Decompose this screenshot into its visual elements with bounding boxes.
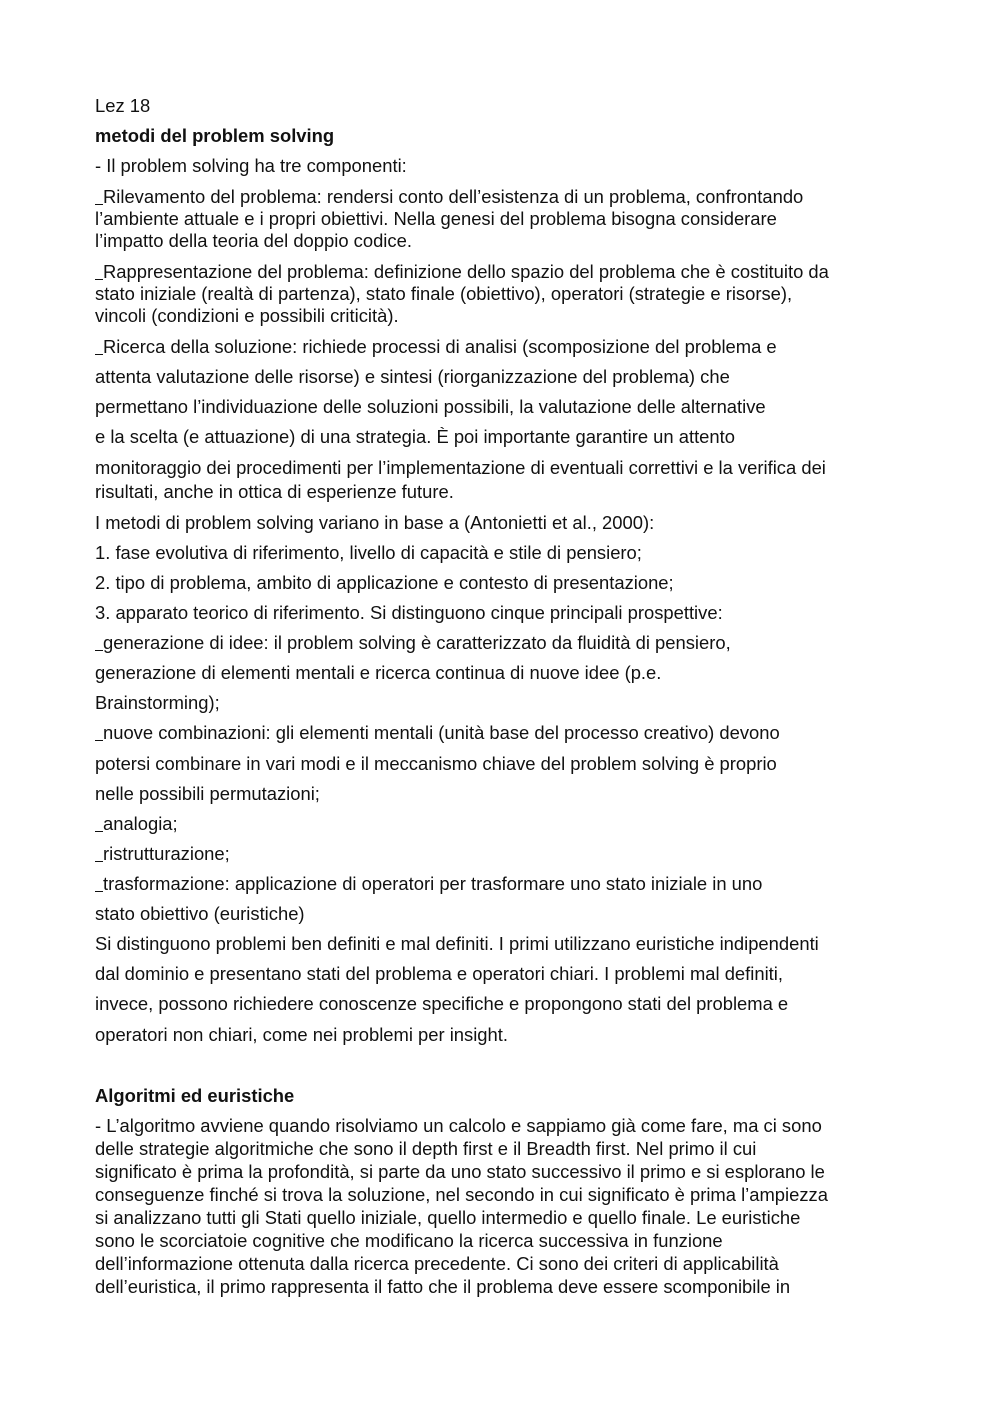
component-item: Rappresentazione del problema: definizione dello spazio del problema che è costituito da (95, 261, 829, 283)
numbered-item: 1. fase evolutiva di riferimento, livello di capacità e stile di pensiero; (95, 542, 642, 563)
perspective-item-line: potersi combinare in vari modi e il meccanismo chiave del problem solving è proprio (95, 753, 777, 774)
perspective-item-line: nelle possibili permutazioni; (95, 783, 320, 804)
component-item-line: stato iniziale (realtà di partenza), stato finale (obiettivo), operatori (strategie e risorse), (95, 283, 793, 304)
dash-bullet-icon (95, 891, 103, 893)
component-item: Ricerca della soluzione: richiede processi di analisi (scomposizione del problema e (95, 336, 777, 358)
numbered-item: 3. apparato teorico di riferimento. Si distinguono cinque principali prospettive: (95, 602, 723, 623)
paragraph-line: Si distinguono problemi ben definiti e mal definiti. I primi utilizzano euristiche indipendenti (95, 933, 819, 954)
component-item-line: l’ambiente attuale e i propri obiettivi. Nella genesi del problema bisogna considerare (95, 208, 777, 229)
component-item-line: l’impatto della teoria del doppio codice. (95, 230, 412, 251)
numbered-item: 2. tipo di problema, ambito di applicazione e contesto di presentazione; (95, 572, 674, 593)
component-item-line: risultati, anche in ottica di esperienze future. (95, 481, 454, 502)
component-item: Rilevamento del problema: rendersi conto dell’esistenza di un problema, confrontando (95, 186, 803, 208)
methods-intro: I metodi di problem solving variano in base a (Antonietti et al., 2000): (95, 512, 655, 533)
component-item-line: vincoli (condizioni e possibili criticità). (95, 305, 399, 326)
component-item-line: monitoraggio dei procedimenti per l’implementazione di eventuali correttivi e la verifica dei (95, 457, 826, 478)
component-item-line: permettano l’individuazione delle soluzioni possibili, la valutazione delle alternative (95, 396, 766, 417)
paragraph-line: sono le scorciatoie cognitive che modificano la ricerca successiva in funzione (95, 1230, 723, 1251)
dash-bullet-icon (95, 831, 103, 833)
dash-bullet-icon (95, 650, 103, 652)
perspective-item: trasformazione: applicazione di operatori per trasformare uno stato iniziale in uno (95, 873, 762, 895)
lesson-label: Lez 18 (95, 95, 151, 116)
paragraph-line: dell’informazione ottenuta dalla ricerca precedente. Ci sono dei criteri di applicabilità (95, 1253, 779, 1274)
paragraph-line: - L’algoritmo avviene quando risolviamo un calcolo e sappiamo già come fare, ma ci sono (95, 1115, 822, 1136)
paragraph-line: dell’euristica, il primo rappresenta il fatto che il problema deve essere scomponibile in (95, 1276, 791, 1297)
paragraph-line: si analizzano tutti gli Stati quello iniziale, quello intermedio e quello finale. Le euristiche (95, 1207, 801, 1228)
paragraph-line: significato è prima la profondità, si parte da uno stato successivo il primo e si esplorano le (95, 1161, 825, 1182)
component-item-line: attenta valutazione delle risorse) e sintesi (riorganizzazione del problema) che (95, 366, 730, 387)
perspective-item-line: stato obiettivo (euristiche) (95, 903, 305, 924)
dash-bullet-icon (95, 740, 103, 742)
paragraph-line: delle strategie algoritmiche che sono il depth first e il Breadth first. Nel primo il cui (95, 1138, 757, 1159)
section-title: metodi del problem solving (95, 125, 335, 146)
intro-line: - Il problem solving ha tre componenti: (95, 155, 407, 176)
dash-bullet-icon (95, 861, 103, 863)
perspective-item: generazione di idee: il problem solving è caratterizzato da fluidità di pensiero, (95, 632, 731, 654)
dash-bullet-icon (95, 354, 103, 356)
perspective-item-line: generazione di elementi mentali e ricerca continua di nuove idee (p.e. (95, 662, 662, 683)
paragraph-line: operatori non chiari, come nei problemi per insight. (95, 1024, 508, 1045)
section-title-algorithms: Algoritmi ed euristiche (95, 1085, 295, 1106)
paragraph-line: invece, possono richiedere conoscenze specifiche e propongono stati del problema e (95, 993, 789, 1014)
perspective-item: ristrutturazione; (95, 843, 230, 865)
dash-bullet-icon (95, 204, 103, 206)
component-item-line: e la scelta (e attuazione) di una strategia. È poi importante garantire un attento (95, 426, 735, 447)
perspective-item-line: Brainstorming); (95, 692, 220, 713)
paragraph-line: dal dominio e presentano stati del problema e operatori chiari. I problemi mal definiti, (95, 963, 783, 984)
dash-bullet-icon (95, 279, 103, 281)
perspective-item: analogia; (95, 813, 178, 835)
perspective-item: nuove combinazioni: gli elementi mentali (unità base del processo creativo) devono (95, 722, 780, 744)
paragraph-line: conseguenze finché si trova la soluzione, nel secondo in cui significato è prima l’ampiezza (95, 1184, 828, 1205)
